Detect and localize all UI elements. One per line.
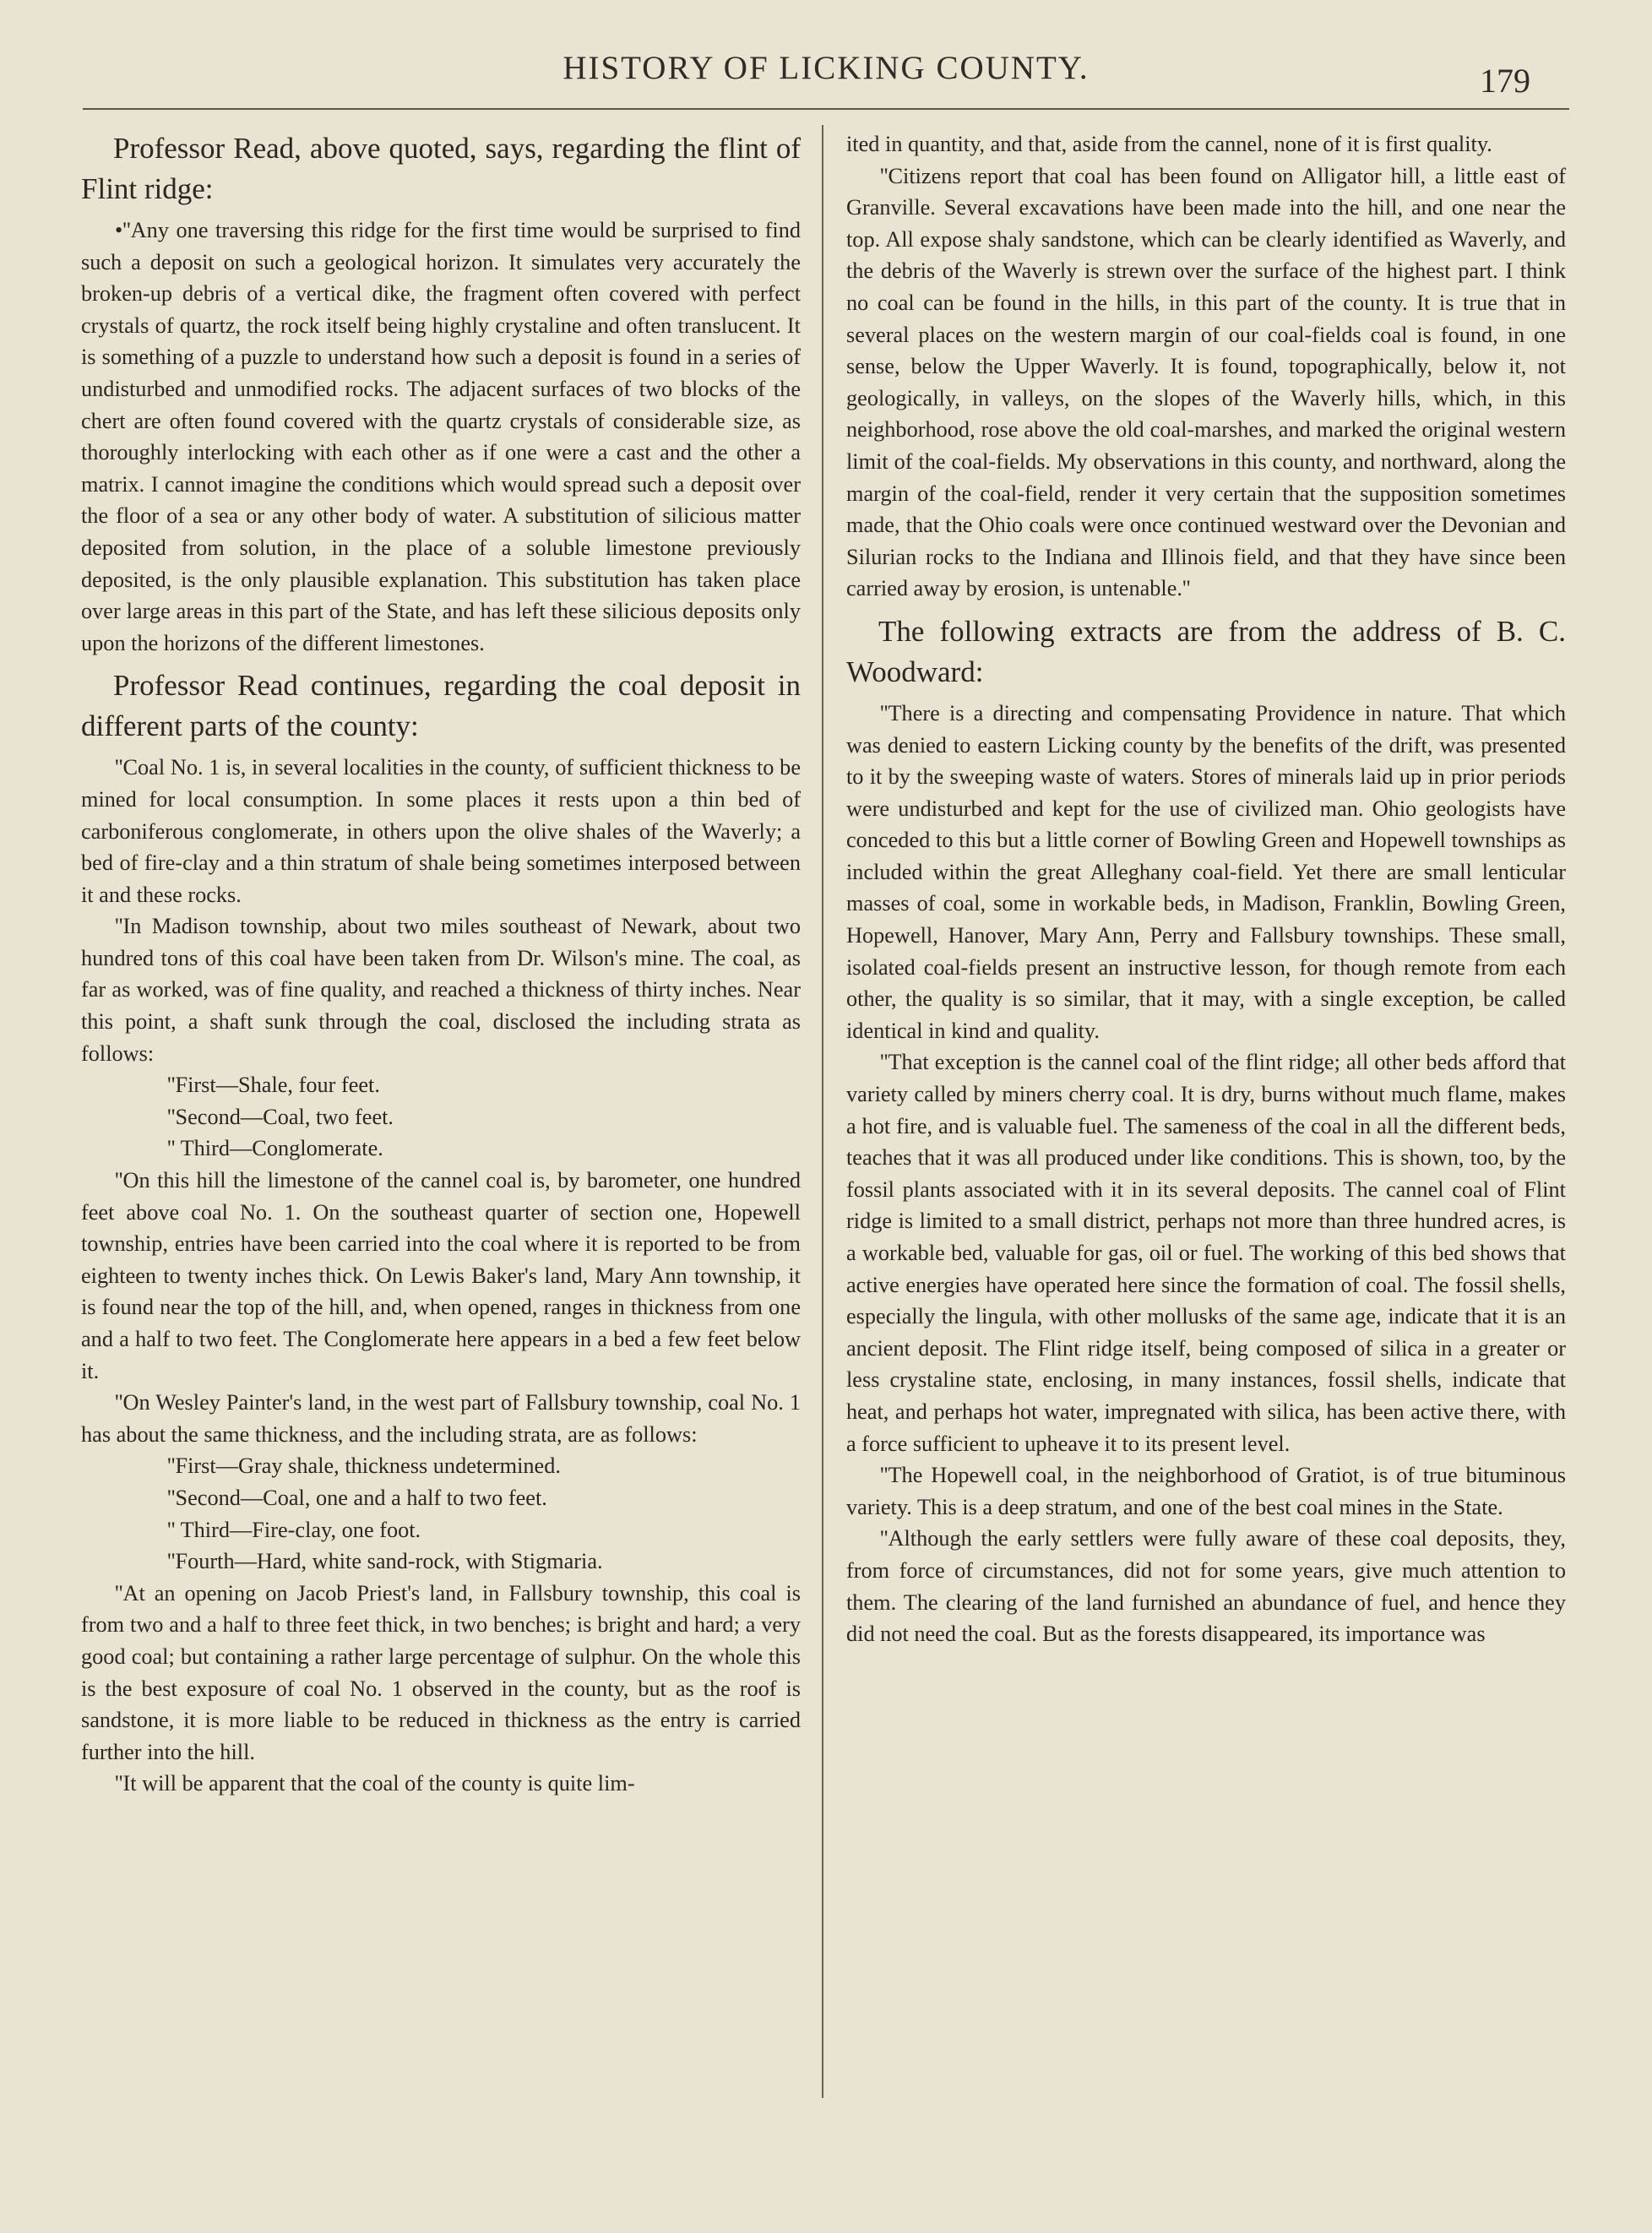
quote-paragraph: ''At an opening on Jacob Priest's land, in Fallsbury township, this coal is from two and a half to three feet thick, in two benches; is bright and hard; a very good coal; but containing a rather large percentage of sulphur. On the whole this is the best exposure of coal No. 1 observed in the county, but as the roof is sandstone, it is more liable to be reduced in thickness as the entry is carried further into the hill. xyxy=(81,1580,801,1764)
header-rule xyxy=(83,108,1569,110)
quote-paragraph: ''On Wesley Painter's land, in the west part of Fallsbury township, coal No. 1 has about the same thickness, and the including strata, are as follows: xyxy=(81,1390,801,1447)
quote-paragraph: •''Any one traversing this ridge for the first time would be surprised to find such a deposit on such a geological horizon. It simulates very accurately the broken-up debris of a vertical dike, the fragment often covered with perfect crystals of quartz, the rock itself being highly crystaline and often translucent. It is something of a puzzle to understand how such a deposit is found in a series of undisturbed and unmodified rocks. The adjacent surfaces of two blocks of the chert are often found covered with the quartz crystals of considerable size, as thoroughly interlocking with each other as if one were a cast and the other a matrix. I cannot imagine the conditions which would spread such a deposit over the floor of a sea or any other body of water. A substitution of silicious matter deposited from solution, in the place of a soluble limestone previously deposited, is the only plausible explanation. This substitution has taken place over large areas in this part of the State, and has left these silicious deposits only upon the horizons of the different limestones. xyxy=(81,218,801,655)
quote-paragraph: ''On this hill the limestone of the cannel coal is, by barometer, one hundred feet above coal No. 1. On the southeast quarter of section one, Hopewell township, entries have been carried into the coal where it is reported to be from eighteen to twenty inches thick. On Lewis Baker's land, Mary Ann township, it is found near the top of the hill, and, when opened, ranges in thickness from one and a half to two feet. The Conglomerate here appears in a bed a few feet below it. xyxy=(81,1168,801,1383)
quote-paragraph: ''Citizens report that coal has been found on Alligator hill, a little east of Granville. Several excavations have been made into the hill, and one near the top. All expose shaly sandstone, which can be clearly identified as Waverly, and the debris of the Waverly is strewn over the surface of the highest part. I think no coal can be found in the hills, in this part of the county. It is true that in several places on the western margin of our coal-fields coal is found, in one sense, below the Upper Waverly. It is found, topographically, below it, not geologically, in valleys, on the slopes of the Waverly hills, which, in this neighborhood, rose above the old coal-marshes, and marked the original western limit of the coal-fields. My observations in this county, and northward, along the margin of the coal-field, render it very certain that the supposition sometimes made, that the Ohio coals were once continued westward over the Devonian and Silurian rocks to the Indiana and Illinois field, and that they have since been carried away by erosion, is untenable.'' xyxy=(846,163,1566,601)
strata-item: ''First—Shale, four feet. xyxy=(167,1073,380,1098)
quote-paragraph: ''There is a directing and compensating Providence in nature. That which was denied to eastern Licking county by the benefits of the drift, was presented to it by the sweeping waste of waters. Stores of minerals laid up in prior periods were undisturbed and kept for the use of civilized man. Ohio geologists have conceded to this but a little corner of Bowling Green and Hopewell townships as included within the great Alleghany coal-field. Yet there are small lenticular masses of coal, some in workable beds, in Madison, Franklin, Bowling Green, Hopewell, Hanover, Mary Ann, Perry and Fallsbury townships. These small, isolated coal-fields present an instructive lesson, for though remote from each other, the quality is so similar, that it may, with a single exception, be called identical in kind and quality. xyxy=(846,700,1566,1043)
quote-paragraph: ''It will be apparent that the coal of the county is quite lim- xyxy=(115,1771,635,1796)
strata-item: '' Third—Conglomerate. xyxy=(167,1136,383,1161)
page-number: 179 xyxy=(1480,62,1530,100)
section-heading: Professor Read continues, regarding the coal deposit in different parts of the county: xyxy=(81,669,801,743)
quote-paragraph: ''In Madison township, about two miles southeast of Newark, about two hundred tons of this coal have been taken from Dr. Wilson's mine. The coal, as far as worked, was of fine quality, and reached a thickness of thirty inches. Near this point, a shaft sunk through the coal, disclosed the including strata as follows: xyxy=(81,914,801,1066)
section-heading: Professor Read, above quoted, says, regarding the flint of Flint ridge: xyxy=(81,132,801,205)
right-column xyxy=(846,128,1566,1650)
running-title: HISTORY OF LICKING COUNTY. xyxy=(562,50,1090,86)
quote-paragraph: ''That exception is the cannel coal of the flint ridge; all other beds afford that variety called by miners cherry coal. It is dry, burns without much flame, makes a hot fire, and is valuable fuel. The sameness of the coal in all the different beds, teaches that it was all produced under like conditions. This is shown, too, by the fossil plants associated with it in its several deposits. The cannel coal of Flint ridge is limited to a small district, perhaps not more than three hundred acres, is a workable bed, valuable for gas, oil or fuel. The working of this bed shows that active energies have operated here since the formation of coal. The fossil shells, especially the lingula, with other mollusks of the same age, indicate that it is an ancient deposit. The Flint ridge itself, being composed of silica in a greater or less crystaline state, enclosing, in many instances, fossil shells, indicate that heat, and perhaps hot water, impregnated with silica, has been active there, with a force sufficient to upheave it to its present level. xyxy=(846,1050,1566,1456)
continued-paragraph: ited in quantity, and that, aside from the cannel, none of it is first quality. xyxy=(846,132,1492,156)
left-column xyxy=(81,128,801,1800)
strata-item: ''Second—Coal, two feet. xyxy=(167,1104,394,1129)
quote-paragraph: ''Although the early settlers were fully aware of these coal deposits, they, from force of circumstances, did not for some years, give much attention to them. The clearing of the land furnished an abundance of fuel, and hence they did not need the coal. But as the forests disappeared, its importance was xyxy=(846,1526,1566,1647)
column-divider xyxy=(822,125,823,2098)
strata-item: '' Third—Fire-clay, one foot. xyxy=(167,1517,421,1542)
quote-paragraph: ''Coal No. 1 is, in several localities in the county, of sufficient thickness to be mined for local consumption. In some places it rests upon a thin bed of carboniferous conglomerate, in others upon the olive shales of the Waverly; a bed of fire-clay and a thin stratum of shale being sometimes interposed between it and these rocks. xyxy=(81,755,801,907)
strata-item: ''First—Gray shale, thickness undetermined. xyxy=(167,1453,561,1479)
strata-item: ''Fourth—Hard, white sand-rock, with Stigmaria. xyxy=(167,1549,603,1574)
section-heading: The following extracts are from the address of B. C. Woodward: xyxy=(846,614,1566,688)
strata-item: ''Second—Coal, one and a half to two feet. xyxy=(167,1485,547,1510)
quote-paragraph: ''The Hopewell coal, in the neighborhood of Gratiot, is of true bituminous variety. This is a deep stratum, and one of the best coal mines in the State. xyxy=(846,1463,1566,1519)
